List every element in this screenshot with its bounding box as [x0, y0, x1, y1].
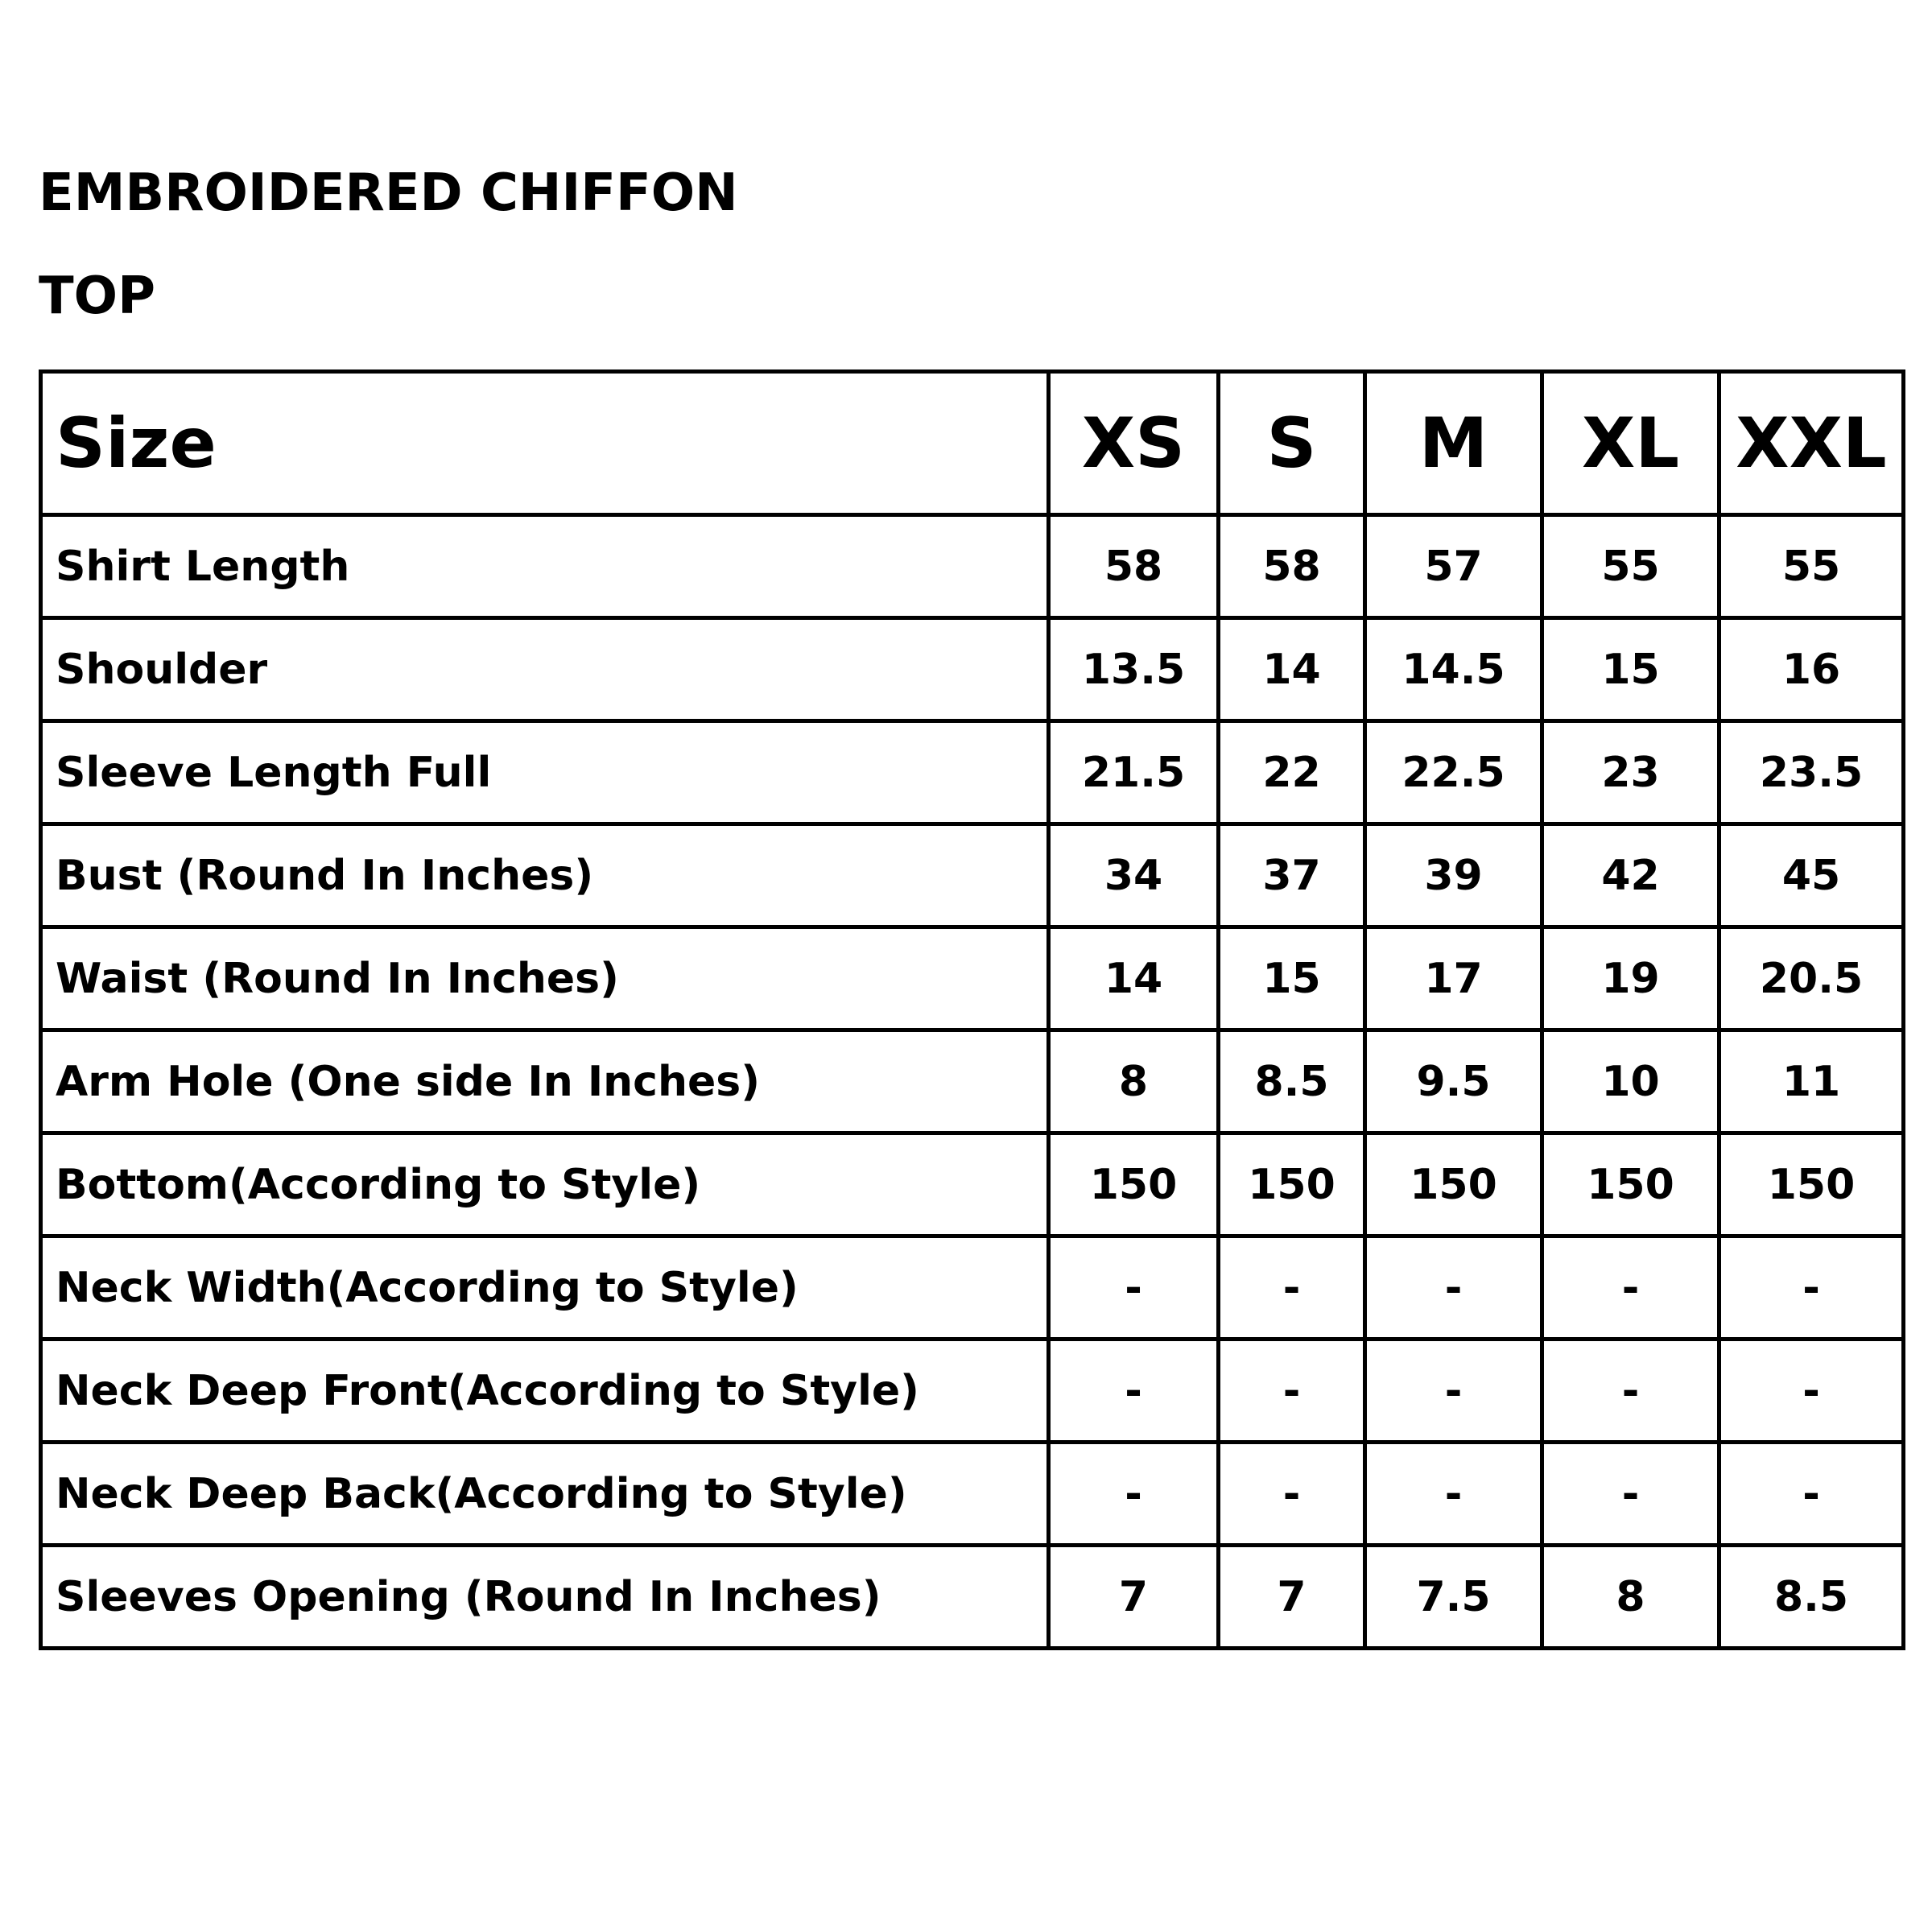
value-cell-m: 9.5 [1365, 1030, 1542, 1133]
value-cell-m: 150 [1365, 1133, 1542, 1236]
header-size-s: S [1219, 372, 1365, 515]
value-cell-xl: - [1542, 1236, 1719, 1340]
value-cell-xs: 13.5 [1049, 618, 1219, 721]
row-label: Shirt Length [41, 515, 1049, 618]
row-label: Bottom(According to Style) [41, 1133, 1049, 1236]
row-label: Sleeve Length Full [41, 721, 1049, 824]
value-cell-xs: 14 [1049, 927, 1219, 1030]
value-cell-s: 22 [1219, 721, 1365, 824]
row-label: Neck Deep Front(According to Style) [41, 1340, 1049, 1443]
table-row [41, 1236, 1904, 1340]
value-cell-xs: 150 [1049, 1133, 1219, 1236]
value-cell-s: 8.5 [1219, 1030, 1365, 1133]
value-cell-xl: 150 [1542, 1133, 1719, 1236]
row-label: Bust (Round In Inches) [41, 824, 1049, 927]
value-cell-s: - [1219, 1443, 1365, 1546]
header-size-label: Size [41, 372, 1049, 515]
header-size-m: M [1365, 372, 1542, 515]
size-chart-table [39, 369, 1905, 1650]
value-cell-xxl: 16 [1719, 618, 1904, 721]
value-cell-xl: 55 [1542, 515, 1719, 618]
header-size-xs: XS [1049, 372, 1219, 515]
value-cell-m: - [1365, 1236, 1542, 1340]
value-cell-xs: 7 [1049, 1546, 1219, 1649]
value-cell-s: - [1219, 1236, 1365, 1340]
value-cell-m: 39 [1365, 824, 1542, 927]
value-cell-xs: - [1049, 1340, 1219, 1443]
table-row [41, 1443, 1904, 1546]
value-cell-s: 37 [1219, 824, 1365, 927]
value-cell-xs: - [1049, 1236, 1219, 1340]
value-cell-xxl: 150 [1719, 1133, 1904, 1236]
table-row [41, 618, 1904, 721]
value-cell-xs: 21.5 [1049, 721, 1219, 824]
value-cell-xxl: 11 [1719, 1030, 1904, 1133]
value-cell-xl: 8 [1542, 1546, 1719, 1649]
value-cell-s: 14 [1219, 618, 1365, 721]
value-cell-xs: 34 [1049, 824, 1219, 927]
value-cell-xl: 23 [1542, 721, 1719, 824]
value-cell-s: 15 [1219, 927, 1365, 1030]
value-cell-xl: 19 [1542, 927, 1719, 1030]
value-cell-xxl: 20.5 [1719, 927, 1904, 1030]
row-label: Arm Hole (One side In Inches) [41, 1030, 1049, 1133]
value-cell-xl: - [1542, 1443, 1719, 1546]
table-row [41, 1133, 1904, 1236]
value-cell-xl: - [1542, 1340, 1719, 1443]
value-cell-m: 57 [1365, 515, 1542, 618]
table-row [41, 927, 1904, 1030]
table-row [41, 1546, 1904, 1649]
value-cell-m: 22.5 [1365, 721, 1542, 824]
value-cell-xxl: - [1719, 1236, 1904, 1340]
value-cell-xl: 15 [1542, 618, 1719, 721]
value-cell-xxl: 8.5 [1719, 1546, 1904, 1649]
row-label: Shoulder [41, 618, 1049, 721]
table-row [41, 1340, 1904, 1443]
title-line-2: TOP [39, 266, 155, 326]
table-row [41, 721, 1904, 824]
table-header-row [41, 372, 1904, 515]
value-cell-m: 14.5 [1365, 618, 1542, 721]
row-label: Sleeves Opening (Round In Inches) [41, 1546, 1049, 1649]
table-row [41, 1030, 1904, 1133]
value-cell-xs: 58 [1049, 515, 1219, 618]
value-cell-xxl: 23.5 [1719, 721, 1904, 824]
value-cell-s: - [1219, 1340, 1365, 1443]
value-cell-xs: - [1049, 1443, 1219, 1546]
header-size-xxl: XXL [1719, 372, 1904, 515]
row-label: Waist (Round In Inches) [41, 927, 1049, 1030]
title-line-1: EMBROIDERED CHIFFON [39, 163, 738, 223]
value-cell-m: 7.5 [1365, 1546, 1542, 1649]
row-label: Neck Deep Back(According to Style) [41, 1443, 1049, 1546]
header-size-xl: XL [1542, 372, 1719, 515]
value-cell-xxl: - [1719, 1340, 1904, 1443]
value-cell-xl: 42 [1542, 824, 1719, 927]
row-label: Neck Width(According to Style) [41, 1236, 1049, 1340]
value-cell-xs: 8 [1049, 1030, 1219, 1133]
table-row [41, 515, 1904, 618]
table-row [41, 824, 1904, 927]
value-cell-s: 150 [1219, 1133, 1365, 1236]
value-cell-xxl: 55 [1719, 515, 1904, 618]
value-cell-s: 7 [1219, 1546, 1365, 1649]
value-cell-xxl: 45 [1719, 824, 1904, 927]
value-cell-s: 58 [1219, 515, 1365, 618]
value-cell-m: 17 [1365, 927, 1542, 1030]
value-cell-xxl: - [1719, 1443, 1904, 1546]
value-cell-m: - [1365, 1340, 1542, 1443]
value-cell-m: - [1365, 1443, 1542, 1546]
value-cell-xl: 10 [1542, 1030, 1719, 1133]
